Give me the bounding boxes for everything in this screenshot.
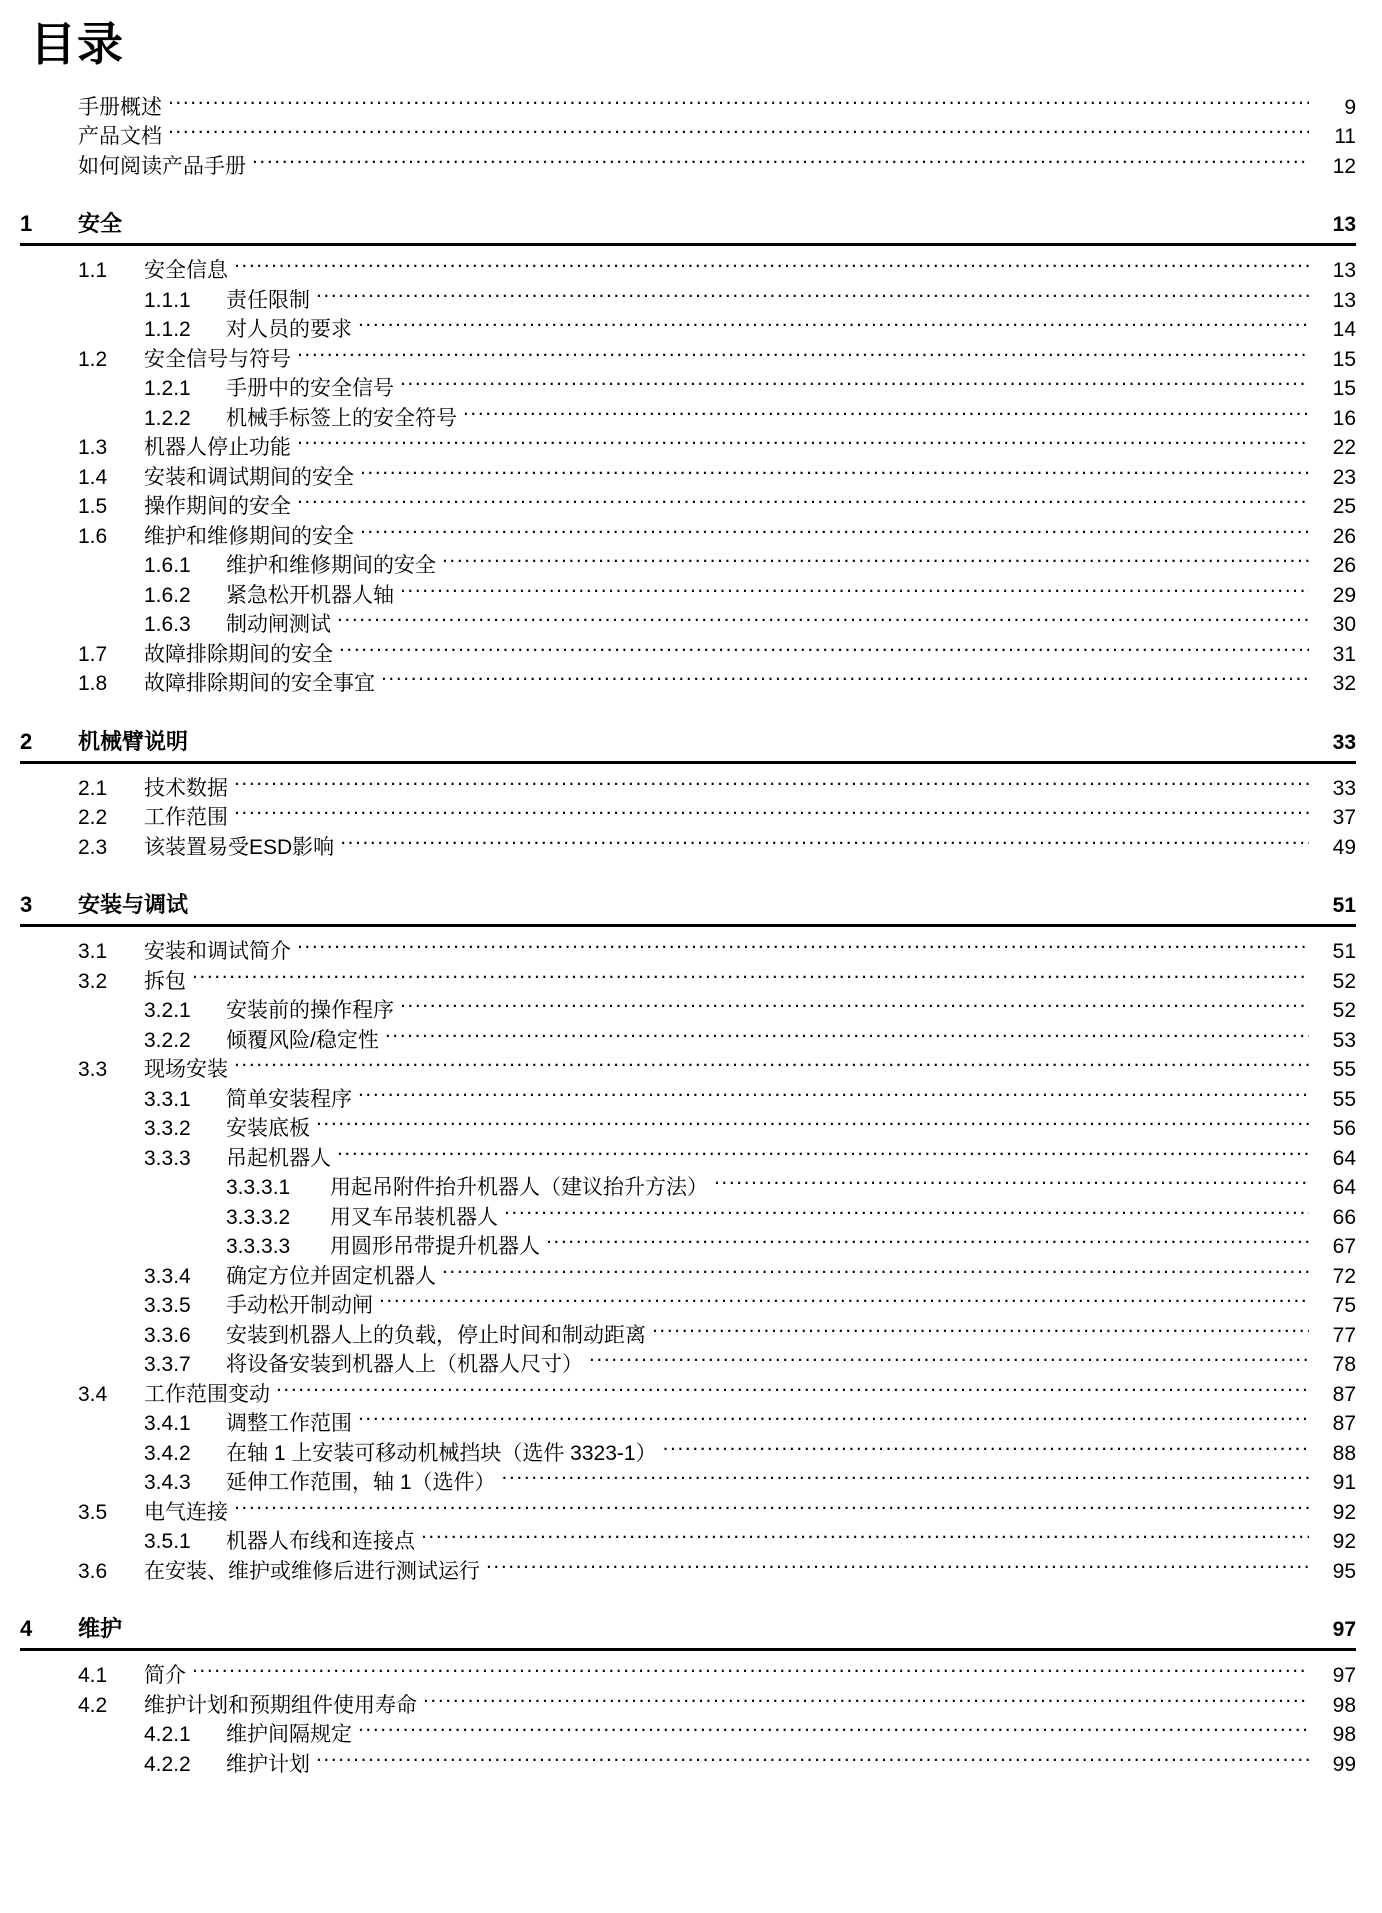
toc-entry-page: 72 (1332, 1264, 1356, 1288)
toc-entry[interactable] (20, 1026, 1356, 1056)
toc-entry[interactable] (20, 581, 1356, 611)
toc-entry-page: 66 (1332, 1205, 1356, 1229)
toc-entry-number: 3.5.1 (144, 1530, 191, 1554)
toc-entry[interactable] (20, 640, 1356, 670)
dot-leader (442, 551, 1309, 572)
toc-entry-number: 1.6.2 (144, 583, 191, 607)
dot-leader (442, 1262, 1309, 1283)
toc-entry-page: 97 (1332, 1664, 1356, 1688)
dot-leader (168, 93, 1309, 114)
dot-leader (358, 1720, 1309, 1741)
toc-entry-label: 手册概述 (78, 95, 162, 119)
dot-leader (421, 1527, 1309, 1548)
toc-entry-page: 99 (1332, 1752, 1356, 1776)
toc-entry-label: 维护和维修期间的安全 (226, 554, 436, 578)
dot-leader (379, 1291, 1309, 1312)
toc-entry-number: 3.3.2 (144, 1117, 191, 1141)
toc-entry[interactable] (20, 1321, 1356, 1351)
toc-entry[interactable] (20, 551, 1356, 581)
toc-entry-number: 1.8 (78, 672, 108, 696)
toc-entry-page: 51 (1332, 940, 1356, 964)
toc-entry-label: 故障排除期间的安全 (144, 642, 333, 666)
toc-entry-label: 机器人停止功能 (144, 436, 291, 460)
toc-entry-number: 1.4 (78, 465, 108, 489)
toc-entry-page: 23 (1332, 465, 1356, 489)
toc-entry-number: 4.2 (78, 1693, 108, 1717)
toc-entry-page: 53 (1332, 1028, 1356, 1052)
dot-leader (337, 1144, 1309, 1165)
toc-entry-label: 简介 (144, 1664, 186, 1688)
dot-leader (400, 374, 1309, 395)
toc-entry[interactable] (20, 1144, 1356, 1174)
toc-entry-label: 制动闸测试 (226, 613, 331, 637)
chapter-divider (20, 243, 1356, 246)
toc-entry-page: 98 (1332, 1693, 1356, 1717)
toc-entry-label: 产品文档 (78, 125, 162, 149)
toc-entry-page: 25 (1332, 495, 1356, 519)
toc-entry-number: 2.2 (78, 806, 108, 830)
chapter-divider (20, 761, 1356, 764)
toc-entry[interactable] (20, 1350, 1356, 1380)
toc-entry-label: 故障排除期间的安全事宜 (144, 672, 375, 696)
toc-chapter-heading[interactable] (20, 888, 1356, 924)
dot-leader (234, 803, 1309, 824)
toc-entry-label: 确定方位并固定机器人 (226, 1264, 436, 1288)
toc-entry-label: 该装置易受ESD影响 (144, 835, 335, 859)
toc-entry-number: 3.3.5 (144, 1294, 191, 1318)
toc-entry[interactable] (20, 996, 1356, 1026)
toc-entry-label: 紧急松开机器人轴 (226, 583, 394, 607)
toc-entry-number: 1.3 (78, 436, 108, 460)
toc-entry-page: 88 (1332, 1441, 1356, 1465)
toc-entry-page: 29 (1332, 583, 1356, 607)
dot-leader (463, 404, 1309, 425)
toc-chapter-heading[interactable] (20, 1612, 1356, 1648)
toc-entry-page: 55 (1332, 1087, 1356, 1111)
toc-entry-page: 78 (1332, 1353, 1356, 1377)
dot-leader (192, 1661, 1309, 1682)
toc-entry-page: 87 (1332, 1382, 1356, 1406)
toc-entry-number: 3.3.3.1 (226, 1176, 291, 1200)
toc-entry-label: 工作范围变动 (144, 1382, 270, 1406)
toc-entry-page: 95 (1332, 1559, 1356, 1583)
toc-chapter-page: 13 (1332, 213, 1356, 237)
toc-entry-label: 拆包 (144, 969, 186, 993)
toc-entry-label: 在安装、维护或维修后进行测试运行 (144, 1559, 480, 1583)
toc-entry-number: 2.1 (78, 776, 108, 800)
toc-entry[interactable] (20, 1085, 1356, 1115)
toc-entry-number: 3.2.1 (144, 999, 191, 1023)
toc-chapter-number: 1 (20, 211, 33, 237)
toc-entry-page: 98 (1332, 1723, 1356, 1747)
toc-entry[interactable] (20, 1557, 1356, 1587)
toc-entry-page: 64 (1332, 1176, 1356, 1200)
toc-entry-label: 安装底板 (226, 1117, 310, 1141)
toc-entry-number: 2.3 (78, 835, 108, 859)
toc-entry[interactable] (20, 1498, 1356, 1528)
toc-chapter-page: 51 (1332, 894, 1356, 918)
toc-entry-label: 安装和调试简介 (144, 940, 291, 964)
toc-entry-page: 26 (1332, 524, 1356, 548)
toc-entry-label: 倾覆风险/稳定性 (226, 1028, 379, 1052)
toc-entry[interactable] (20, 315, 1356, 345)
toc-entry-page: 31 (1332, 642, 1356, 666)
dot-leader (381, 669, 1309, 690)
toc-entry-page: 33 (1332, 776, 1356, 800)
toc-entry-page: 49 (1332, 835, 1356, 859)
toc-entry-label: 吊起机器人 (226, 1146, 331, 1170)
toc-entry[interactable] (20, 803, 1356, 833)
toc-entry-label: 简单安装程序 (226, 1087, 352, 1111)
toc-entry-page: 26 (1332, 554, 1356, 578)
toc-entry-label: 安装前的操作程序 (226, 999, 394, 1023)
toc-chapter-label: 维护 (78, 1616, 123, 1642)
dot-leader (486, 1557, 1309, 1578)
toc-entry-label: 维护计划 (226, 1752, 310, 1776)
toc-entry-page: 13 (1332, 288, 1356, 312)
toc-entry[interactable] (20, 256, 1356, 286)
toc-entry-number: 3.4.1 (144, 1412, 191, 1436)
toc-entry[interactable] (20, 404, 1356, 434)
toc-entry-label: 技术数据 (144, 776, 228, 800)
toc-entry[interactable] (20, 1527, 1356, 1557)
toc-entry-page: 15 (1332, 377, 1356, 401)
toc-entry[interactable] (20, 1409, 1356, 1439)
toc-entry-label: 现场安装 (144, 1058, 228, 1082)
toc-entry[interactable] (20, 522, 1356, 552)
toc-entry-number: 4.1 (78, 1664, 108, 1688)
toc-entry-page: 92 (1332, 1530, 1356, 1554)
toc-entry[interactable] (20, 345, 1356, 375)
toc-entry-number: 1.6.3 (144, 613, 191, 637)
toc-entry[interactable] (20, 1232, 1356, 1262)
toc-entry-number: 3.4.3 (144, 1471, 191, 1495)
toc-entry-number: 1.6 (78, 524, 108, 548)
dot-leader (340, 833, 1309, 854)
dot-leader (589, 1350, 1309, 1371)
toc-entry-number: 1.1.2 (144, 318, 191, 342)
toc-entry-label: 操作期间的安全 (144, 495, 291, 519)
toc-chapter-number: 3 (20, 892, 33, 918)
toc-entry-label: 维护间隔规定 (226, 1723, 352, 1747)
dot-leader (234, 1055, 1309, 1076)
toc-entry-page: 67 (1332, 1235, 1356, 1259)
toc-entry-number: 3.4.2 (144, 1441, 191, 1465)
toc-entry-label: 用叉车吊装机器人 (330, 1205, 498, 1229)
toc-entry-number: 1.6.1 (144, 554, 191, 578)
toc-entry-number: 4.2.2 (144, 1752, 191, 1776)
dot-leader (400, 996, 1309, 1017)
chapter-divider (20, 924, 1356, 927)
dot-leader (358, 1409, 1309, 1430)
toc-entry[interactable] (20, 833, 1356, 863)
toc-entry-number: 4.2.1 (144, 1723, 191, 1747)
toc-chapter-heading[interactable] (20, 207, 1356, 243)
toc-entry[interactable] (20, 1262, 1356, 1292)
toc-entry-page: 92 (1332, 1500, 1356, 1524)
toc-entry[interactable] (20, 610, 1356, 640)
dot-leader (316, 1750, 1309, 1771)
toc-chapter-heading[interactable] (20, 725, 1356, 761)
toc-entry-label: 工作范围 (144, 806, 228, 830)
toc-entry-number: 3.1 (78, 940, 108, 964)
toc-entry-label: 调整工作范围 (226, 1412, 352, 1436)
toc-entry-label: 安全信息 (144, 259, 228, 283)
dot-leader (385, 1026, 1309, 1047)
dot-leader (339, 640, 1309, 661)
dot-leader (297, 433, 1309, 454)
toc-entry-page: 52 (1332, 969, 1356, 993)
toc-entry-number: 3.2.2 (144, 1028, 191, 1052)
toc-entry-number: 3.3.3.2 (226, 1205, 291, 1229)
dot-leader (234, 256, 1309, 277)
dot-leader (504, 1203, 1309, 1224)
chapter-divider (20, 1648, 1356, 1651)
dot-leader (192, 967, 1309, 988)
toc-entry-page: 56 (1332, 1117, 1356, 1141)
dot-leader (360, 463, 1309, 484)
toc-entry-label: 用圆形吊带提升机器人 (330, 1235, 540, 1259)
toc-entry-label: 将设备安装到机器人上（机器人尺寸） (226, 1353, 583, 1377)
toc-entry-number: 3.5 (78, 1500, 108, 1524)
toc-entry-page: 75 (1332, 1294, 1356, 1318)
toc-entry-page: 64 (1332, 1146, 1356, 1170)
toc-entry-page: 91 (1332, 1471, 1356, 1495)
toc-entry[interactable] (20, 492, 1356, 522)
toc-entry-page: 87 (1332, 1412, 1356, 1436)
page-title: 目录 (30, 18, 124, 70)
dot-leader (360, 522, 1309, 543)
dot-leader (297, 937, 1309, 958)
toc-entry-page: 15 (1332, 347, 1356, 371)
toc-entry[interactable] (20, 463, 1356, 493)
toc-entry[interactable] (20, 1720, 1356, 1750)
toc-entry[interactable] (20, 433, 1356, 463)
toc-entry[interactable] (20, 774, 1356, 804)
toc-entry[interactable] (20, 1439, 1356, 1469)
toc-entry-page: 22 (1332, 436, 1356, 460)
toc-front-matter-item[interactable] (20, 152, 1356, 182)
dot-leader (423, 1691, 1309, 1712)
toc-entry-page: 12 (1332, 154, 1356, 178)
toc-entry-label: 安装和调试期间的安全 (144, 465, 354, 489)
toc-chapter-page: 97 (1332, 1618, 1356, 1642)
dot-leader (234, 774, 1309, 795)
toc-entry[interactable] (20, 1380, 1356, 1410)
toc-entry-page: 11 (1334, 125, 1356, 149)
toc-entry-number: 1.1.1 (144, 288, 191, 312)
toc-entry-label: 手动松开制动闸 (226, 1294, 373, 1318)
toc-entry-number: 3.2 (78, 969, 108, 993)
toc-entry-label: 机器人布线和连接点 (226, 1530, 415, 1554)
toc-entry-number: 1.2.1 (144, 377, 191, 401)
toc-entry-label: 维护计划和预期组件使用寿命 (144, 1693, 417, 1717)
toc-entry-label: 安全信号与符号 (144, 347, 291, 371)
toc-entry-label: 安装到机器人上的负载，停止时间和制动距离 (226, 1323, 646, 1347)
dot-leader (337, 610, 1309, 631)
toc-entry-number: 3.4 (78, 1382, 108, 1406)
toc-entry-page: 32 (1332, 672, 1356, 696)
toc-entry-page: 9 (1344, 95, 1356, 119)
toc-entry-page: 14 (1332, 318, 1356, 342)
toc-entry[interactable] (20, 1661, 1356, 1691)
toc-entry[interactable] (20, 374, 1356, 404)
toc-entry-number: 1.2 (78, 347, 108, 371)
dot-leader (546, 1232, 1309, 1253)
dot-leader (297, 492, 1309, 513)
toc-entry[interactable] (20, 1750, 1356, 1780)
toc-entry-page: 37 (1332, 806, 1356, 830)
toc-entry-number: 1.5 (78, 495, 108, 519)
dot-leader (502, 1468, 1309, 1489)
toc-entry-label: 延伸工作范围，轴 1（选件） (226, 1471, 496, 1495)
toc-entry[interactable] (20, 1173, 1356, 1203)
dot-leader (297, 345, 1309, 366)
toc-entry[interactable] (20, 967, 1356, 997)
dot-leader (316, 286, 1309, 307)
dot-leader (358, 315, 1309, 336)
toc-chapter-label: 机械臂说明 (78, 728, 189, 754)
toc-entry[interactable] (20, 669, 1356, 699)
toc-entry-label: 机械手标签上的安全符号 (226, 406, 457, 430)
toc-page (0, 18, 1382, 1913)
toc-entry-number: 1.7 (78, 642, 108, 666)
toc-entry-page: 30 (1332, 613, 1356, 637)
toc-entry-number: 3.3.6 (144, 1323, 191, 1347)
toc-chapter-page: 33 (1332, 730, 1356, 754)
toc-entry-number: 3.3.1 (144, 1087, 191, 1111)
dot-leader (168, 122, 1309, 143)
toc-entry-number: 3.3.3.3 (226, 1235, 291, 1259)
toc-entry-label: 如何阅读产品手册 (78, 154, 246, 178)
toc-chapter-label: 安全 (78, 211, 123, 237)
toc-entry[interactable] (20, 286, 1356, 316)
toc-chapter-number: 4 (20, 1616, 33, 1642)
toc-front-matter-item[interactable] (20, 93, 1356, 123)
toc-entry-label: 手册中的安全信号 (226, 377, 394, 401)
dot-leader (714, 1173, 1309, 1194)
toc-entry-label: 在轴 1 上安装可移动机械挡块（选件 3323-1） (226, 1441, 657, 1465)
toc-entry-page: 16 (1332, 406, 1356, 430)
toc-entry-number: 3.3.7 (144, 1353, 191, 1377)
toc-entry-label: 用起吊附件抬升机器人（建议抬升方法） (330, 1176, 708, 1200)
toc-front-matter-item[interactable] (20, 122, 1356, 152)
toc-entry-page: 52 (1332, 999, 1356, 1023)
toc-entry-number: 3.3.4 (144, 1264, 191, 1288)
toc-entry-page: 77 (1332, 1323, 1356, 1347)
dot-leader (234, 1498, 1309, 1519)
toc-entry-number: 3.3 (78, 1058, 108, 1082)
toc-entry-label: 电气连接 (144, 1500, 228, 1524)
dot-leader (252, 152, 1309, 173)
toc-entry[interactable] (20, 937, 1356, 967)
toc-entry[interactable] (20, 1055, 1356, 1085)
toc-chapter-label: 安装与调试 (78, 892, 189, 918)
dot-leader (316, 1114, 1309, 1135)
toc-entry[interactable] (20, 1691, 1356, 1721)
dot-leader (652, 1321, 1309, 1342)
toc-entry[interactable] (20, 1203, 1356, 1233)
dot-leader (663, 1439, 1309, 1460)
dot-leader (276, 1380, 1309, 1401)
toc-entry-page: 13 (1332, 259, 1356, 283)
table-of-contents (0, 93, 1382, 1780)
toc-entry-label: 对人员的要求 (226, 318, 352, 342)
toc-entry-number: 3.6 (78, 1559, 108, 1583)
toc-entry-number: 1.2.2 (144, 406, 191, 430)
toc-entry[interactable] (20, 1291, 1356, 1321)
toc-entry-number: 3.3.3 (144, 1146, 191, 1170)
dot-leader (400, 581, 1309, 602)
toc-entry-label: 责任限制 (226, 288, 310, 312)
toc-entry-label: 维护和维修期间的安全 (144, 524, 354, 548)
toc-entry[interactable] (20, 1114, 1356, 1144)
toc-entry[interactable] (20, 1468, 1356, 1498)
toc-chapter-number: 2 (20, 728, 33, 754)
toc-entry-number: 1.1 (78, 259, 108, 283)
dot-leader (358, 1085, 1309, 1106)
toc-entry-page: 55 (1332, 1058, 1356, 1082)
